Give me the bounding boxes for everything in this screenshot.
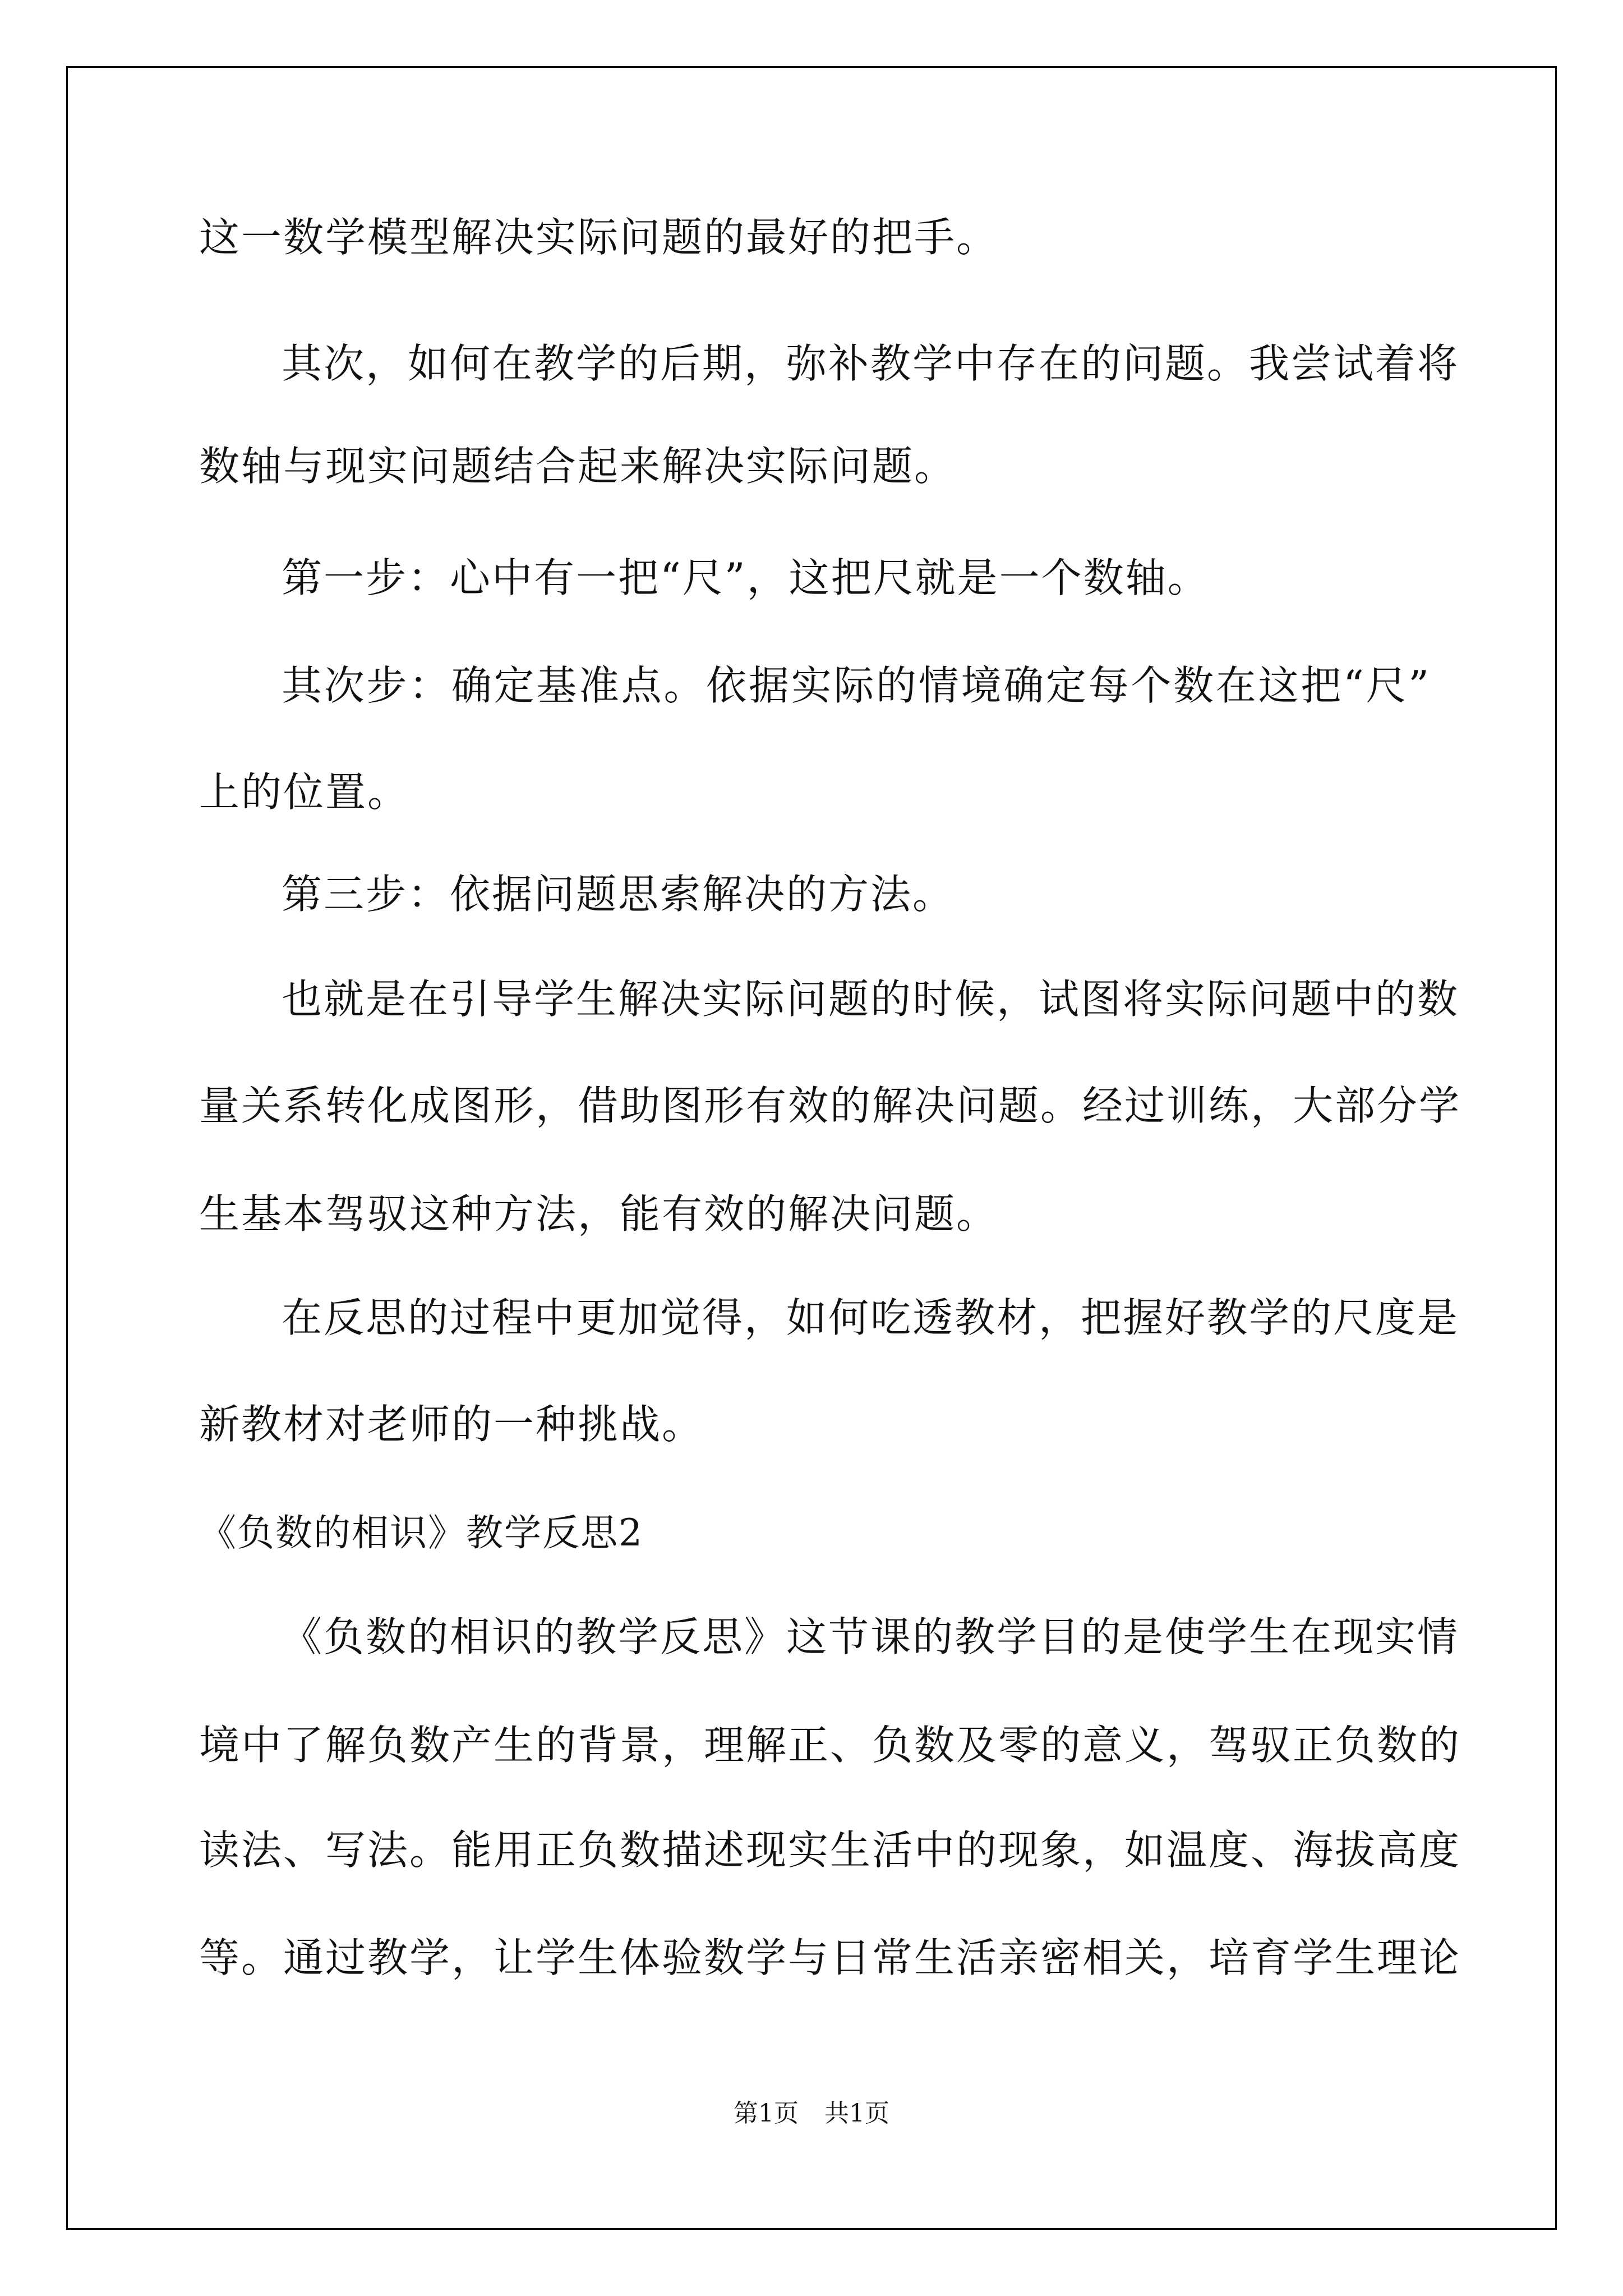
text-line-1: 这一数学模型解决实际问题的最好的把手。: [199, 214, 999, 261]
text-line-8: 也就是在引导学生解决实际问题的时候，试图将实际问题中的数: [282, 976, 1460, 1023]
text-line-11: 在反思的过程中更加觉得，如何吃透教材，把握好教学的尺度是: [282, 1294, 1460, 1341]
text-line-6: 上的位置。: [199, 769, 410, 816]
text-line-12: 新教材对老师的一种挑战。: [199, 1401, 704, 1448]
text-line-5: 其次步：确定基准点。依据实际的情境确定每个数在这把“尺”: [282, 662, 1431, 709]
page-number-total: 共1页: [824, 2099, 889, 2128]
text-line-2: 其次，如何在教学的后期，弥补教学中存在的问题。我尝试着将: [282, 340, 1460, 387]
text-line-9: 量关系转化成图形，借助图形有效的解决问题。经过训练，大部分学: [199, 1082, 1461, 1129]
page-number-current: 第1页: [734, 2099, 799, 2128]
text-line-16: 等。通过教学，让学生体验数学与日常生活亲密相关，培育学生理论: [199, 1934, 1461, 1981]
text-line-4: 第一步：心中有一把“尺”，这把尺就是一个数轴。: [282, 554, 1210, 601]
text-line-15: 读法、写法。能用正负数描述现实生活中的现象，如温度、海拔高度: [199, 1826, 1461, 1874]
text-line-13: 《负数的相识的教学反思》这节课的教学目的是使学生在现实情: [282, 1613, 1460, 1660]
text-line-3: 数轴与现实问题结合起来解决实际问题。: [199, 443, 957, 490]
section-heading: 《负数的相识》教学反思2: [199, 1511, 643, 1554]
page-footer: [0, 2097, 1623, 2131]
text-line-10: 生基本驾驭这种方法，能有效的解决问题。: [199, 1190, 999, 1237]
text-line-14: 境中了解负数产生的背景，理解正、负数及零的意义，驾驭正负数的: [199, 1722, 1461, 1769]
text-line-7: 第三步：依据问题思索解决的方法。: [282, 871, 955, 918]
